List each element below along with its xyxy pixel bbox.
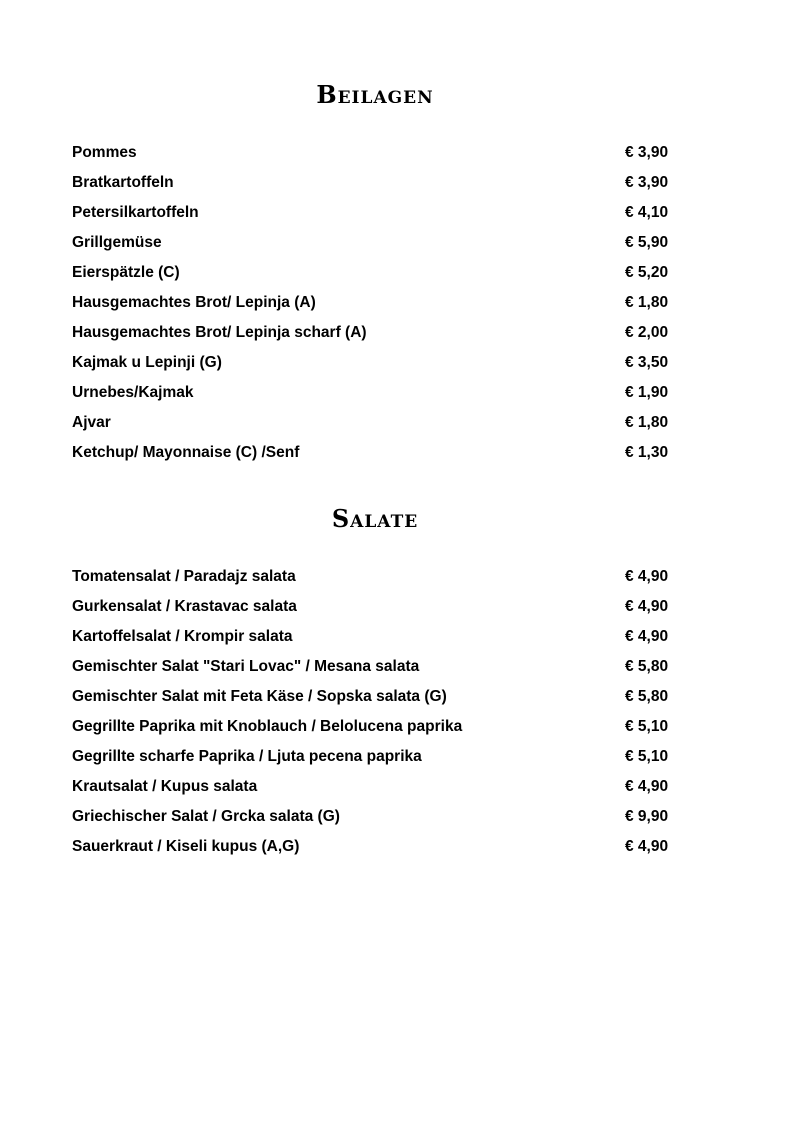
menu-item bbox=[72, 443, 679, 463]
menu-item bbox=[72, 323, 679, 343]
menu-item bbox=[72, 233, 679, 253]
menu-item bbox=[72, 657, 679, 677]
item-name: Bratkartoffeln bbox=[72, 174, 174, 191]
item-price: € 1,90 bbox=[625, 384, 669, 401]
item-price: € 5,20 bbox=[625, 264, 669, 281]
menu-item bbox=[72, 567, 679, 587]
menu-item bbox=[72, 293, 679, 313]
item-name: Urnebes/Kajmak bbox=[72, 384, 194, 401]
item-price: € 4,90 bbox=[625, 598, 669, 615]
menu-item bbox=[72, 807, 679, 827]
item-name: Eierspätzle (C) bbox=[72, 264, 180, 281]
menu-item bbox=[72, 837, 679, 857]
item-price: € 5,10 bbox=[625, 718, 669, 735]
item-name: Krautsalat / Kupus salata bbox=[72, 778, 258, 795]
menu-item bbox=[72, 353, 679, 373]
item-price: € 3,90 bbox=[625, 174, 669, 191]
menu-item bbox=[72, 597, 679, 617]
item-price: € 4,90 bbox=[625, 838, 669, 855]
item-name: Ketchup/ Mayonnaise (C) /Senf bbox=[72, 444, 300, 461]
menu-item bbox=[72, 413, 679, 433]
item-price: € 5,80 bbox=[625, 658, 669, 675]
item-name: Griechischer Salat / Grcka salata (G) bbox=[72, 808, 340, 825]
menu-item bbox=[72, 383, 679, 403]
menu-item bbox=[72, 143, 679, 163]
section-title: Beilagen bbox=[316, 80, 434, 109]
item-price: € 4,90 bbox=[625, 778, 669, 795]
item-price: € 5,90 bbox=[625, 234, 669, 251]
item-name: Gemischter Salat mit Feta Käse / Sopska salata (G) bbox=[72, 688, 447, 705]
menu-item bbox=[72, 263, 679, 283]
item-price: € 4,90 bbox=[625, 568, 669, 585]
item-price: € 9,90 bbox=[625, 808, 669, 825]
item-price: € 1,80 bbox=[625, 414, 669, 431]
item-name: Ajvar bbox=[72, 414, 111, 431]
item-price: € 2,00 bbox=[625, 324, 669, 341]
item-name: Kajmak u Lepinji (G) bbox=[72, 354, 222, 371]
item-price: € 1,30 bbox=[625, 444, 669, 461]
menu-item bbox=[72, 173, 679, 193]
item-price: € 3,90 bbox=[625, 144, 669, 161]
item-name: Hausgemachtes Brot/ Lepinja (A) bbox=[72, 294, 316, 311]
item-price: € 4,10 bbox=[625, 204, 669, 221]
item-name: Hausgemachtes Brot/ Lepinja scharf (A) bbox=[72, 324, 367, 341]
menu-item bbox=[72, 747, 679, 767]
section-title: Salate bbox=[331, 504, 419, 533]
item-price: € 5,10 bbox=[625, 748, 669, 765]
item-name: Tomatensalat / Paradajz salata bbox=[72, 568, 296, 585]
menu-item bbox=[72, 777, 679, 797]
item-price: € 1,80 bbox=[625, 294, 669, 311]
menu-item bbox=[72, 203, 679, 223]
item-name: Gegrillte Paprika mit Knoblauch / Belolucena paprika bbox=[72, 718, 463, 735]
item-name: Pommes bbox=[72, 144, 137, 161]
item-price: € 4,90 bbox=[625, 628, 669, 645]
item-name: Grillgemüse bbox=[72, 234, 162, 251]
menu-item bbox=[72, 717, 679, 737]
menu-item bbox=[72, 627, 679, 647]
menu-item bbox=[72, 687, 679, 707]
item-name: Kartoffelsalat / Krompir salata bbox=[72, 628, 293, 645]
item-name: Gegrillte scharfe Paprika / Ljuta pecena paprika bbox=[72, 748, 422, 765]
item-name: Petersilkartoffeln bbox=[72, 204, 199, 221]
item-name: Gemischter Salat "Stari Lovac" / Mesana salata bbox=[72, 658, 420, 675]
item-price: € 3,50 bbox=[625, 354, 669, 371]
item-price: € 5,80 bbox=[625, 688, 669, 705]
item-name: Sauerkraut / Kiseli kupus (A,G) bbox=[72, 838, 300, 855]
item-name: Gurkensalat / Krastavac salata bbox=[72, 598, 297, 615]
